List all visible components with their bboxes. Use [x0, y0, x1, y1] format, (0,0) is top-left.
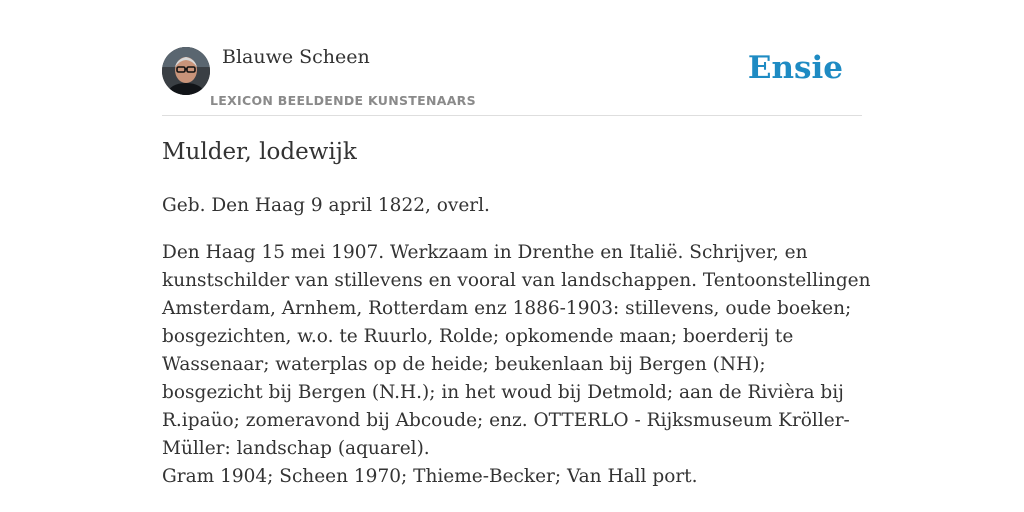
author-photo-icon	[162, 47, 210, 95]
article-paragraph-birth: Geb. Den Haag 9 april 1822, overl.	[162, 195, 490, 216]
article-paragraph-sources: Gram 1904; Scheen 1970; Thieme-Becker; Van Hall port.	[162, 466, 698, 487]
avatar[interactable]	[162, 47, 210, 95]
author-name[interactable]: Blauwe Scheen	[222, 46, 370, 68]
header	[162, 45, 862, 116]
article-paragraph-body: Den Haag 15 mei 1907. Werkzaam in Drenthe en Italië. Schrijver, en kunstschilder van stillevens en vooral van landschappen. Tentoonstellingen Amsterdam, Arnhem, Rotterdam enz 1886-1903: stillevens, oude boeken; bosgezichten, w.o. te Ruurlo, Rolde; opkomende maan; boerderij te Wassenaar; waterplas op de heide; beukenlaan bij Bergen (NH); bosgezicht bij Bergen (N.H.); in het woud bij Detmold; aan de Rivièra bij R.ipaüo; zomeravond bij Abcoude; enz. OTTERLO - Rijksmuseum Kröller-Müller: landschap (aquarel).	[162, 242, 871, 459]
lexicon-subtitle[interactable]: LEXICON BEELDENDE KUNSTENAARS	[210, 93, 476, 108]
ensie-logo[interactable]: Ensie	[747, 50, 843, 86]
article-title: Mulder, lodewijk	[162, 139, 357, 165]
